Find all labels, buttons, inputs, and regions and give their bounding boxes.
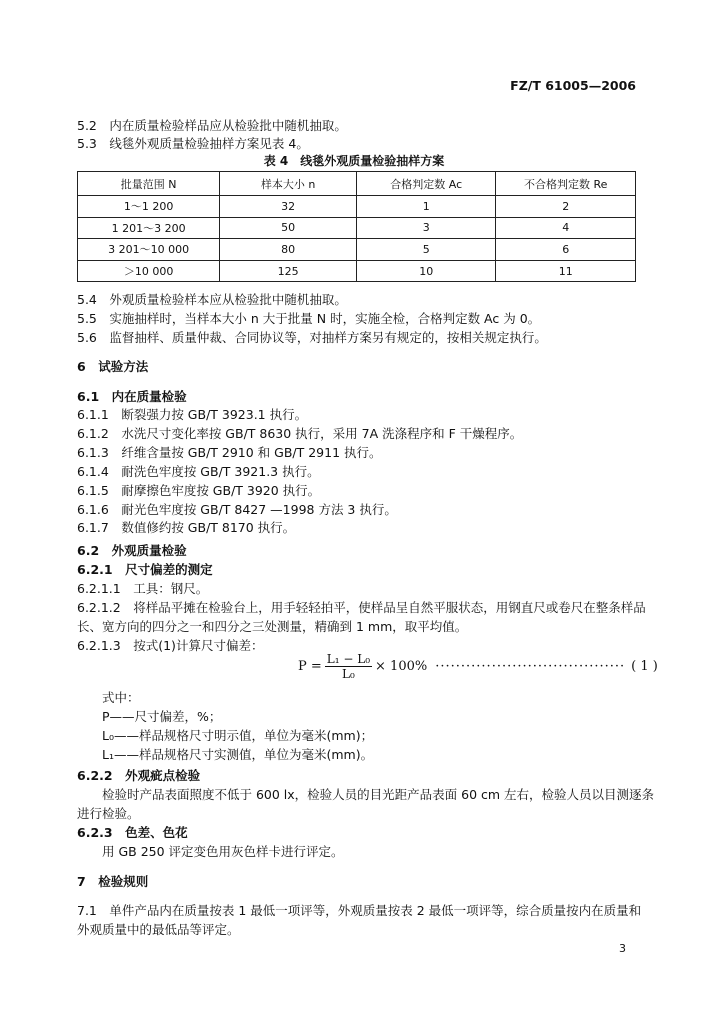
table-cell: 10 bbox=[356, 260, 496, 282]
table-cell: 1 bbox=[356, 196, 496, 218]
clause-text: 线毯外观质量检验抽样方案见表 4。 bbox=[109, 136, 309, 151]
clause-text: 水洗尺寸变化率按 GB/T 8630 执行，采用 7A 洗涤程序和 F 干燥程序。 bbox=[121, 426, 523, 441]
clause-number: 6.1.6 bbox=[77, 502, 109, 517]
table-cell: 2 bbox=[496, 196, 636, 218]
clause-7-1-cont: 外观质量中的最低品等评定。 bbox=[77, 922, 240, 937]
clause-5-5 bbox=[77, 309, 540, 327]
clause-number: 5.3 bbox=[77, 136, 97, 151]
clause-number: 5.4 bbox=[77, 292, 97, 307]
table-cell: 80 bbox=[220, 239, 357, 261]
clause-6-2-3: 6.2.3 色差、色花 bbox=[77, 825, 188, 840]
clause-text: 耐光色牢度按 GB/T 8427 —1998 方法 3 执行。 bbox=[121, 502, 397, 517]
clause-text: 内在质量检验样品应从检验批中随机抽取。 bbox=[109, 118, 347, 133]
clause-6-1-2 bbox=[77, 424, 522, 442]
table-caption: 表 4 线毯外观质量检验抽样方案 bbox=[263, 154, 445, 168]
clause-number: 6.1.1 bbox=[77, 407, 109, 422]
clause-6-1-4 bbox=[77, 462, 320, 480]
clause-6-2-1: 6.2.1 尺寸偏差的测定 bbox=[77, 562, 213, 577]
sampling-table bbox=[77, 171, 636, 282]
clause-number: 6.1.5 bbox=[77, 483, 109, 498]
table-cell: 3 201～10 000 bbox=[78, 239, 220, 261]
clause-number: 6.1.3 bbox=[77, 445, 109, 460]
clause-6-1-5 bbox=[77, 481, 320, 499]
clause-6-2-2: 6.2.2 外观疵点检验 bbox=[77, 768, 201, 783]
table-cell: 4 bbox=[496, 217, 636, 239]
clause-6-2-2-text-cont: 进行检验。 bbox=[77, 806, 140, 821]
clause-text: 数值修约按 GB/T 8170 执行。 bbox=[121, 520, 296, 535]
table-row bbox=[78, 196, 636, 218]
formula-1 bbox=[298, 652, 658, 681]
table-row bbox=[78, 239, 636, 261]
clause-7-1: 7.1 单件产品内在质量按表 1 最低一项评等，外观质量按表 2 最低一项评等，综合质量按内在质量和 bbox=[77, 903, 642, 918]
clause-6-2-1-3: 6.2.1.3 按式(1)计算尺寸偏差： bbox=[77, 638, 264, 653]
table-cell: 6 bbox=[496, 239, 636, 261]
clause-5-3 bbox=[77, 134, 309, 152]
clause-text: 耐摩擦色牢度按 GB/T 3920 执行。 bbox=[121, 483, 321, 498]
header-reject-number: 不合格判定数 Re bbox=[496, 172, 636, 196]
clause-6-1: 6.1 内在质量检验 bbox=[77, 389, 187, 404]
clause-5-2 bbox=[77, 116, 347, 134]
table-row bbox=[78, 260, 636, 282]
clause-text: 断裂强力按 GB/T 3923.1 执行。 bbox=[121, 407, 308, 422]
formula-lhs: P = bbox=[298, 659, 322, 674]
formula-fraction bbox=[325, 652, 372, 681]
clause-number: 6.1.4 bbox=[77, 464, 109, 479]
table-cell: 32 bbox=[220, 196, 357, 218]
clause-text: 外观质量检验样本应从检验批中随机抽取。 bbox=[109, 292, 347, 307]
header-accept-number: 合格判定数 Ac bbox=[356, 172, 496, 196]
header-sample-size: 样本大小 n bbox=[220, 172, 357, 196]
table-cell: 125 bbox=[220, 260, 357, 282]
formula-tail: × 100% bbox=[375, 659, 428, 674]
table-cell: ＞10 000 bbox=[78, 260, 220, 282]
clause-6-1-1 bbox=[77, 405, 307, 423]
clause-number: 5.2 bbox=[77, 118, 97, 133]
definition-l0: L₀——样品规格尺寸明示值，单位为毫米(mm)； bbox=[102, 728, 374, 743]
definition-l1: L₁——样品规格尺寸实测值，单位为毫米(mm)。 bbox=[102, 747, 374, 762]
section-6-title: 6 试验方法 bbox=[77, 359, 149, 374]
clause-number: 5.5 bbox=[77, 311, 97, 326]
table-header-row bbox=[78, 172, 636, 196]
clause-text: 监督抽样、质量仲裁、合同协议等，对抽样方案另有规定的，按相关规定执行。 bbox=[109, 330, 547, 345]
clause-5-4 bbox=[77, 290, 347, 308]
clause-6-2-3-text: 用 GB 250 评定变色用灰色样卡进行评定。 bbox=[102, 844, 344, 859]
formula-numerator: L₁ − L₀ bbox=[326, 652, 371, 666]
clause-6-1-7 bbox=[77, 518, 295, 536]
formula-equation-number: ( 1 ) bbox=[631, 659, 658, 674]
clause-6-1-6 bbox=[77, 500, 397, 518]
clause-number: 6.1.7 bbox=[77, 520, 109, 535]
formula-denominator: L₀ bbox=[342, 667, 355, 681]
clause-6-2-1-2-cont: 长、宽方向的四分之一和四分之三处测量，精确到 1 mm，取平均值。 bbox=[77, 619, 468, 634]
table-cell: 1～1 200 bbox=[78, 196, 220, 218]
table-cell: 50 bbox=[220, 217, 357, 239]
clause-number: 5.6 bbox=[77, 330, 97, 345]
table-row bbox=[78, 217, 636, 239]
clause-text: 纤维含量按 GB/T 2910 和 GB/T 2911 执行。 bbox=[121, 445, 382, 460]
clause-6-1-3 bbox=[77, 443, 382, 461]
table-cell: 1 201～3 200 bbox=[78, 217, 220, 239]
table-cell: 11 bbox=[496, 260, 636, 282]
definition-p: P——尺寸偏差，%； bbox=[102, 709, 222, 724]
clause-5-6 bbox=[77, 328, 547, 346]
clause-text: 耐洗色牢度按 GB/T 3921.3 执行。 bbox=[121, 464, 320, 479]
section-7-title: 7 检验规则 bbox=[77, 874, 149, 889]
clause-6-2-1-1: 6.2.1.1 工具：钢尺。 bbox=[77, 581, 209, 596]
header-batch-range: 批量范围 N bbox=[78, 172, 220, 196]
clause-number: 6.1.2 bbox=[77, 426, 109, 441]
table-cell: 3 bbox=[356, 217, 496, 239]
clause-text: 实施抽样时，当样本大小 n 大于批量 N 时，实施全检，合格判定数 Ac 为 0。 bbox=[109, 311, 541, 326]
clause-6-2-2-text: 检验时产品表面照度不低于 600 lx，检验人员的目光距产品表面 60 cm 左右，检验人员以目测逐条 bbox=[102, 787, 655, 802]
document-code: FZ/T 61005—2006 bbox=[510, 78, 636, 93]
formula-leader-dots: ····································· bbox=[435, 659, 626, 674]
clause-6-2-1-2: 6.2.1.2 将样品平摊在检验台上，用手轻轻拍平，使样品呈自然平服状态，用钢直尺或卷尺在整条样品 bbox=[77, 600, 646, 615]
table-cell: 5 bbox=[356, 239, 496, 261]
clause-6-2: 6.2 外观质量检验 bbox=[77, 543, 187, 558]
where-label: 式中： bbox=[102, 690, 140, 705]
page-number: 3 bbox=[619, 942, 626, 955]
